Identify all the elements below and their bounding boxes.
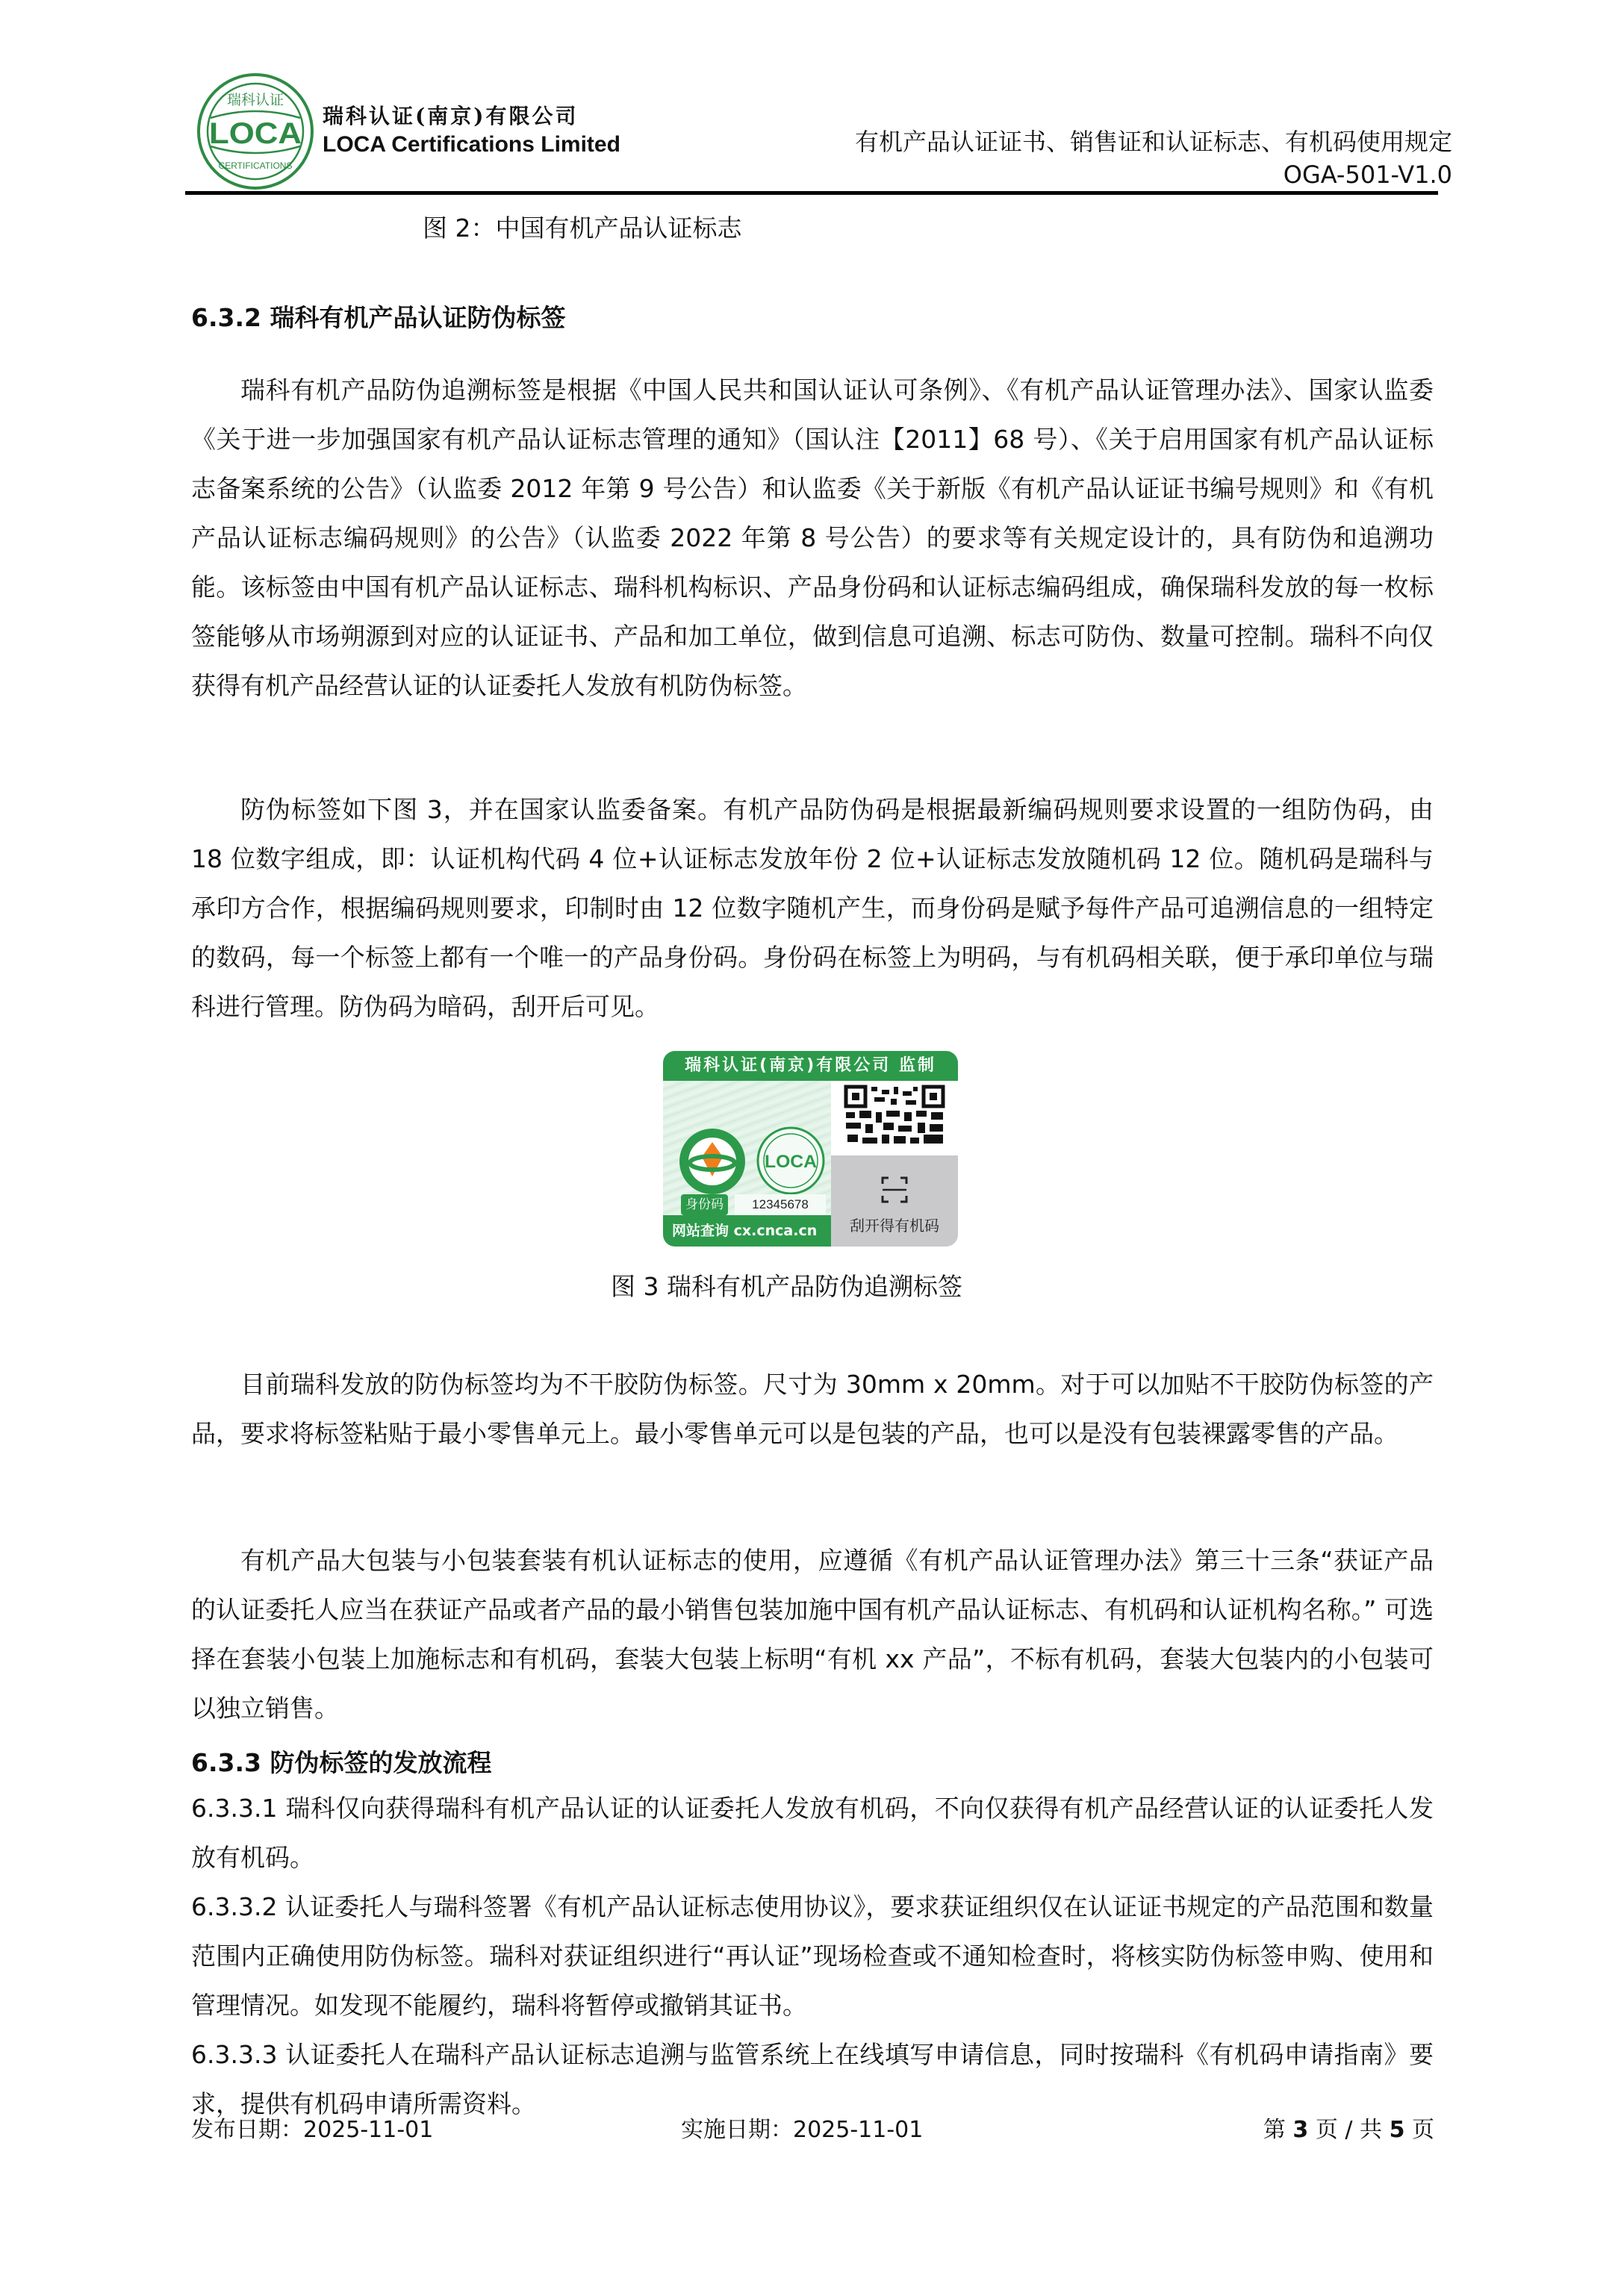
figure-3-caption: 图 3 瑞科有机产品防伪追溯标签: [611, 1272, 962, 1301]
publish-date-value: 2025-11-01: [303, 2117, 434, 2143]
label-id-code-value: 12345678: [735, 1194, 826, 1215]
china-organic-logo-icon: [678, 1127, 747, 1196]
label-scratch-area: [831, 1155, 958, 1247]
logo-center-text: LOCA: [209, 117, 302, 150]
loca-logo: [196, 72, 315, 191]
section-6-3-3-2-item: 6.3.3.2 认证委托人与瑞科签署《有机产品认证标志使用协议》，要求获证组织仅在认证证书规定的产品范围和数量范围内正确使用防伪标签。瑞科对获证组织进行“再认证”现场检查或不通知检查时，将核实防伪标签申购、使用和管理情况。如发现不能履约，瑞科将暂停或撤销其证书。: [191, 1892, 1434, 2020]
loca-seal-icon: [196, 72, 315, 191]
section-6-3-2-heading: 6.3.2 瑞科有机产品认证防伪标签: [191, 303, 566, 332]
section-6-3-2-paragraph-3: 目前瑞科发放的防伪标签均为不干胶防伪标签。尺寸为 30mm x 20mm。对于可以加贴不干胶防伪标签的产品，要求将标签粘贴于最小零售单元上。最小零售单元可以是包装的产品，也可以是没有包装裸露零售的产品。: [191, 1370, 1434, 1448]
label-scratch-text: 刮开得有机码: [850, 1217, 939, 1235]
page-current: 3: [1292, 2117, 1309, 2143]
footer-page-number: [1263, 2115, 1434, 2145]
document-code: OGA-501-V1.0: [1283, 160, 1452, 189]
page-suffix: 页: [1412, 2117, 1434, 2143]
qr-code-icon: [831, 1081, 958, 1155]
publish-date-label: 发布日期：: [191, 2117, 303, 2143]
label-website: 网站查询 cx.cnca.cn: [663, 1215, 831, 1247]
page-mid: 页 / 共: [1315, 2117, 1383, 2143]
page-total: 5: [1389, 2117, 1405, 2143]
label-qr-area: [831, 1081, 958, 1155]
loca-small-logo-icon: [756, 1126, 826, 1196]
section-6-3-3-3-item: 6.3.3.3 认证委托人在瑞科产品认证标志追溯与监管系统上在线填写申请信息，同时按瑞科《有机码申请指南》要求，提供有机码申请所需资料。: [191, 2040, 1434, 2118]
company-name-en: LOCA Certifications Limited: [323, 132, 620, 157]
page-prefix: 第: [1263, 2117, 1286, 2143]
section-6-3-2-paragraph-4: 有机产品大包装与小包装套装有机认证标志的使用，应遵循《有机产品认证管理办法》第三十三条“获证产品的认证委托人应当在获证产品或者产品的最小销售包装加施中国有机产品认证标志、有机码和认证机构名称。” 可选择在套装小包装上加施标志和有机码，套装大包装上标明“有机 xx 产品”，不标有机码，套装大包装内的小包装可以独立销售。: [191, 1546, 1434, 1723]
company-name-cn: 瑞科认证(南京)有限公司: [323, 104, 579, 128]
header-divider: [185, 191, 1438, 195]
figure-2-caption: 图 2：中国有机产品认证标志: [423, 213, 742, 243]
footer-publish-date: [191, 2115, 433, 2145]
label-loca-text: LOCA: [765, 1152, 817, 1172]
scan-frame-icon: [881, 1176, 908, 1203]
section-6-3-2-paragraph-1: 瑞科有机产品防伪追溯标签是根据《中国人民共和国认证认可条例》、《有机产品认证管理办法》、国家认监委《关于进一步加强国家有机产品认证标志管理的通知》（国认注【2011】68 号）、《关于启用国家有机产品认证标志备案系统的公告》（认监委 2012 年第 9 号公告）和认监委《关于新版《有机产品认证证书编号规则》和《有机产品认证标志编码规则》的公告》（认监委 2022 年第 8 号公告）的要求等有关规定设计的，具有防伪和追溯功能。该标签由中国有机产品认证标志、瑞科机构标识、产品身份码和认证标志编码组成，确保瑞科发放的每一枚标签能够从市场朔源到对应的认证证书、产品和加工单位，做到信息可追溯、标志可防伪、数量可控制。瑞科不向仅获得有机产品经营认证的认证委托人发放有机防伪标签。: [191, 375, 1434, 700]
label-id-code-tag: 身份码: [681, 1194, 728, 1215]
company-name: [323, 103, 620, 160]
section-6-3-2-paragraph-2: 防伪标签如下图 3，并在国家认监委备案。有机产品防伪码是根据最新编码规则要求设置的一组防伪码，由 18 位数字组成，即：认证机构代码 4 位+认证标志发放年份 2 位+认证标志发放随机码 12 位。随机码是瑞科与承印方合作，根据编码规则要求，印制时由 12 位数字随机产生，而身份码是赋予每件产品可追溯信息的一组特定的数码，每一个标签上都有一个唯一的产品身份码。身份码在标签上为明码，与有机码相关联，便于承印单位与瑞科进行管理。防伪码为暗码，刮开后可见。: [191, 795, 1434, 1021]
section-6-3-3-1-item: 6.3.3.1 瑞科仅向获得瑞科有机产品认证的认证委托人发放有机码，不向仅获得有机产品经营认证的认证委托人发放有机码。: [191, 1794, 1434, 1872]
anti-counterfeit-label-image: [663, 1051, 958, 1247]
section-6-3-3-heading: 6.3.3 防伪标签的发放流程: [191, 1748, 492, 1777]
logo-ring-bottom-text: CERTIFICATIONS: [218, 160, 293, 171]
document-title: 有机产品认证证书、销售证和认证标志、有机码使用规定: [854, 128, 1452, 156]
label-top-banner: 瑞科认证(南京)有限公司 监制: [663, 1051, 958, 1081]
footer-effective-date: [681, 2115, 923, 2145]
logo-ring-top-text: 瑞科认证: [226, 92, 284, 108]
effective-date-label: 实施日期：: [681, 2117, 793, 2143]
effective-date-value: 2025-11-01: [793, 2117, 924, 2143]
